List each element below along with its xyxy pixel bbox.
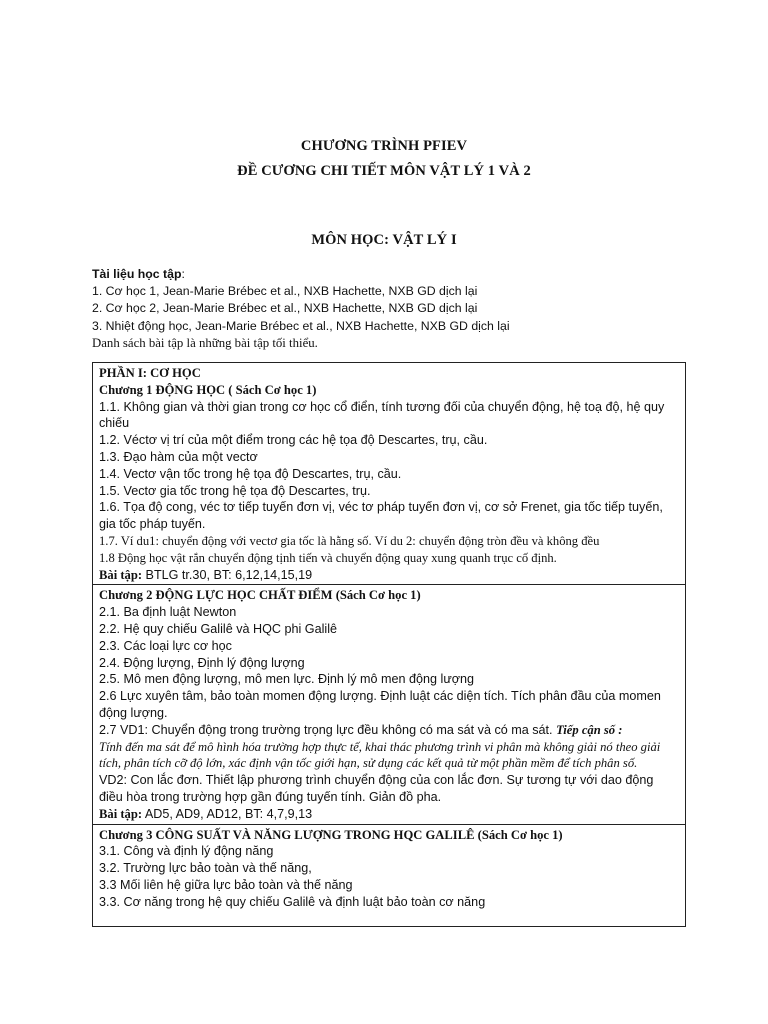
chapter3-item: 3.2. Trường lực bảo toàn và thế năng, bbox=[99, 861, 312, 876]
chapter2-item: 2.4. Động lượng, Định lý động lượng bbox=[99, 655, 305, 670]
chapter2-item: 2.6 Lực xuyên tâm, bảo toàn momen động lượng. Định luật các diện tích. Tích phân đầu của momen động lượng. bbox=[99, 689, 661, 720]
chapter1-section bbox=[93, 363, 685, 585]
example1-text: 2.7 VD1: Chuyển động trong trường trọng lực đều không có ma sát và có ma sát. bbox=[99, 722, 557, 737]
part-title: PHẦN I: CƠ HỌC bbox=[99, 366, 201, 380]
numerical-approach-label: Tiếp cận số : bbox=[556, 722, 623, 737]
course-title: MÔN HỌC: VẬT LÝ I bbox=[311, 232, 457, 248]
chapter1-item: 1.3. Đạo hàm của một vectơ bbox=[99, 449, 258, 464]
reference-item: 1. Cơ học 1, Jean-Marie Brébec et al., NXB Hachette, NXB GD dịch lại bbox=[92, 284, 478, 299]
references-block bbox=[92, 266, 692, 352]
chapter2-example2: VD2: Con lắc đơn. Thiết lập phương trình chuyển động của con lắc đơn. Sự tương tự với dao động điều hòa trong trường hợp gần đúng tuyến tính. Giản đồ pha. bbox=[99, 773, 654, 804]
chapter1-item: 1.4. Vectơ vận tốc trong hệ tọa độ Descartes, trụ, cầu. bbox=[99, 466, 402, 481]
exercise-label: Bài tập: bbox=[99, 567, 143, 582]
chapter1-item: 1.2. Véctơ vị trí của một điểm trong các hệ tọa độ Descartes, trụ, cầu. bbox=[99, 433, 488, 448]
outline-title: ĐỀ CƯƠNG CHI TIẾT MÔN VẬT LÝ 1 VÀ 2 bbox=[237, 163, 531, 179]
chapter3-item: 3.3. Cơ năng trong hệ quy chiếu Galilê và định luật bảo toàn cơ năng bbox=[99, 894, 486, 909]
references-colon: : bbox=[181, 267, 185, 281]
chapter2-title: Chương 2 ĐỘNG LỰC HỌC CHẤT ĐIỂM (Sách Cơ học 1) bbox=[99, 588, 421, 603]
chapter2-item: 2.1. Ba định luật Newton bbox=[99, 605, 237, 620]
chapter3-item: 3.1. Công và định lý động năng bbox=[99, 844, 274, 859]
chapter1-item: 1.6. Tọa độ cong, véc tơ tiếp tuyến đơn vị, véc tơ pháp tuyến đơn vị, cơ sở Frenet, gia tốc tiếp tuyến, gia tốc pháp tuyến. bbox=[99, 500, 663, 532]
reference-item: 2. Cơ học 2, Jean-Marie Brébec et al., NXB Hachette, NXB GD dịch lại bbox=[92, 301, 478, 316]
numerical-approach-text: Tính đến ma sát để mô hình hóa trường hợp thực tế, khai thác phương trình vi phân mà không giải nó theo giải tích, phân tích cỡ độ lớn, xác định vận tốc giới hạn, sử dụng các kết quả từ một phần mềm để tích phân số. bbox=[99, 739, 661, 771]
chapter3-title: Chương 3 CÔNG SUẤT VÀ NĂNG LƯỢNG TRONG HQC GALILÊ (Sách Cơ học 1) bbox=[99, 827, 563, 842]
chapter1-item: 1.8 Động học vật rắn chuyển động tịnh tiến và chuyển động quay xung quanh trục cố định. bbox=[99, 550, 557, 565]
chapter3-item: 3.3 Mối liên hệ giữa lực bảo toàn và thế năng bbox=[99, 877, 353, 892]
exercise-label: Bài tập: bbox=[99, 806, 143, 821]
chapter2-item: 2.3. Các loại lực cơ học bbox=[99, 638, 232, 653]
chapter1-item: 1.1. Không gian và thời gian trong cơ học cổ điển, tính tương đối của chuyển động, hệ toạ độ, hệ quy chiếu bbox=[99, 399, 665, 431]
chapter2-exercises bbox=[99, 806, 679, 823]
chapter1-title: Chương 1 ĐỘNG HỌC ( Sách Cơ học 1) bbox=[99, 382, 317, 397]
chapter2-item: 2.2. Hệ quy chiếu Galilê và HQC phi Galilê bbox=[99, 621, 337, 636]
reference-item: 3. Nhiệt động học, Jean-Marie Brébec et al., NXB Hachette, NXB GD dịch lại bbox=[92, 318, 510, 333]
chapter1-item: 1.5. Vectơ gia tốc trong hệ tọa độ Descartes, trụ. bbox=[99, 483, 371, 498]
exercise-text: AD5, AD9, AD12, BT: 4,7,9,13 bbox=[142, 806, 313, 821]
syllabus-table bbox=[92, 362, 686, 927]
chapter2-section bbox=[93, 585, 685, 824]
exercise-text: BTLG tr.30, BT: 6,12,14,15,19 bbox=[142, 567, 313, 582]
chapter2-item: 2.5. Mô men động lượng, mô men lực. Định lý mô men động lượng bbox=[99, 672, 475, 687]
references-note: Danh sách bài tập là những bài tập tối thiểu. bbox=[92, 335, 318, 350]
chapter3-section bbox=[93, 825, 685, 912]
program-title: CHƯƠNG TRÌNH PFIEV bbox=[300, 138, 468, 154]
chapter2-example1 bbox=[99, 722, 679, 739]
chapter1-item: 1.7. Ví du1: chuyển động với vectơ gia tốc là hằng số. Ví du 2: chuyển động tròn đều và không đều bbox=[99, 533, 600, 548]
references-label: Tài liệu học tập bbox=[92, 267, 182, 281]
chapter1-exercises bbox=[99, 567, 679, 584]
references-heading bbox=[92, 266, 692, 283]
